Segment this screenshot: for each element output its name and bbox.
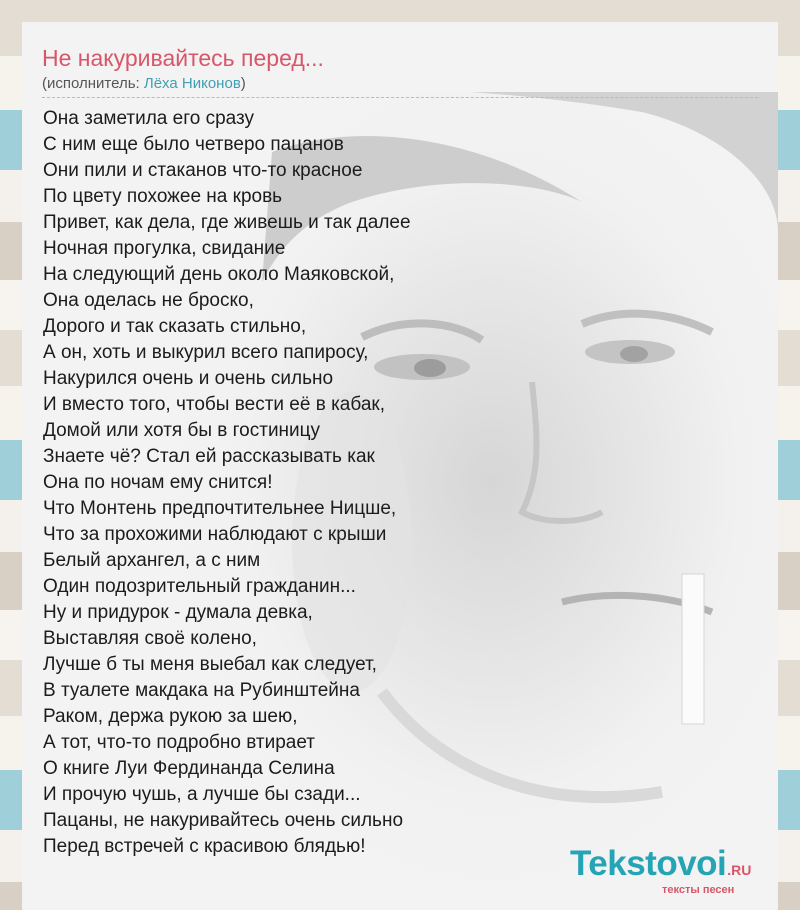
lyric-line: В туалете макдака на Рубинштейна: [43, 680, 360, 701]
lyric-line: А он, хоть и выкурил всего папиросу,: [43, 342, 369, 363]
logo-tld: .RU: [727, 862, 752, 878]
lyric-line: Знаете чё? Стал ей рассказывать как: [43, 446, 375, 467]
lyric-line: Перед встречей с красивою блядью!: [43, 836, 366, 857]
artist-line: [42, 75, 758, 98]
lyric-line: Дорого и так сказать стильно,: [43, 316, 307, 337]
lyric-line: Домой или хотя бы в гостиницу: [43, 420, 321, 441]
lyric-line: Ночная прогулка, свидание: [43, 238, 286, 259]
lyric-line: Она заметила его сразу: [43, 108, 254, 129]
lyrics-text: [43, 106, 411, 860]
lyric-line: Что за прохожими наблюдают с крыши: [43, 524, 387, 545]
logo-name: Tekstovoi: [570, 844, 727, 883]
lyric-line: И прочую чушь, а лучше бы сзади...: [43, 784, 361, 805]
lyric-line: Раком, держа рукою за шею,: [43, 706, 298, 727]
lyric-line: Один подозрительный гражданин...: [43, 576, 356, 597]
lyric-line: О книге Луи Фердинанда Селина: [43, 758, 335, 779]
lyric-line: Она оделась не броско,: [43, 290, 254, 311]
song-title: Не накуривайтесь перед...: [42, 45, 324, 71]
lyric-line: Что Монтень предпочтительнее Ницше,: [43, 498, 397, 519]
site-logo[interactable]: [570, 844, 752, 896]
artist-prefix: (исполнитель:: [42, 75, 144, 92]
cigarette-shape: [682, 574, 704, 724]
lyric-line: Белый архангел, а с ним: [43, 550, 261, 571]
artist-suffix: ): [240, 75, 246, 92]
lyric-line: Они пили и стаканов что-то красное: [43, 160, 363, 181]
lyric-line: На следующий день около Маяковской,: [43, 264, 395, 285]
lyrics-card: [22, 22, 778, 910]
lyric-line: Выставляя своё колено,: [43, 628, 257, 649]
lyric-line: Пацаны, не накуривайтесь очень сильно: [43, 810, 404, 831]
artist-link[interactable]: Лёха Никонов: [143, 75, 241, 92]
lyric-line: Накурился очень и очень сильно: [43, 368, 334, 389]
lyric-line: Она по ночам ему снится!: [43, 472, 273, 493]
lyric-line: Лучше б ты меня выебал как следует,: [43, 654, 377, 675]
lyric-line: По цвету похожее на кровь: [43, 186, 283, 207]
lyric-line: А тот, что-то подробно втирает: [43, 732, 316, 753]
logo-tagline: тексты песен: [662, 884, 735, 896]
lyric-line: Привет, как дела, где живешь и так далее: [43, 212, 411, 233]
lyric-line: И вместо того, чтобы вести её в кабак,: [43, 394, 385, 415]
lyric-line: С ним еще было четверо пацанов: [43, 134, 344, 155]
lyric-line: Ну и придурок - думала девка,: [43, 602, 313, 623]
song-header: [42, 44, 758, 98]
